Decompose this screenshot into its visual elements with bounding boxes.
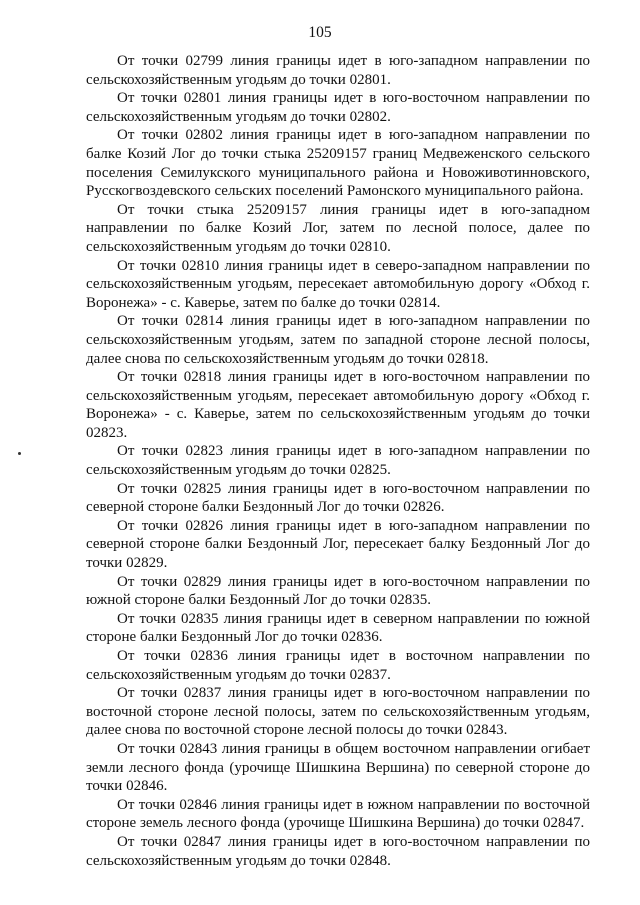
paragraph: От точки стыка 25209157 линия границы идет в юго-западном направлении по балке Козий Лог, затем по лесной полосе, далее по сельскохозяйственным угодьям до точки 02810. — [86, 201, 590, 255]
paragraph: От точки 02825 линия границы идет в юго-восточном направлении по северной стороне балки Бездонный Лог до точки 02826. — [86, 480, 590, 516]
scan-mark — [18, 452, 21, 455]
paragraph: От точки 02826 линия границы идет в юго-западном направлении по северной стороне балки Бездонный Лог, пересекает балку Бездонный Лог до точки 02829. — [86, 517, 590, 572]
paragraph: От точки 02836 линия границы идет в восточном направлении по сельскохозяйственным угодьям до точки 02837. — [86, 648, 590, 683]
paragraph: От точки 02801 линия границы идет в юго-восточном направлении по сельскохозяйственным угодьям до точки 02802. — [86, 90, 590, 125]
paragraph: От точки 02802 линия границы идет в юго-западном направлении по балке Козий Лог до точки стыка 25209157 границ Медвеженского сельского поселения Семилукского муниципального района и Новоживотинновского, Русскогвоздевского сельских поселений Рамонского муниципального района. — [86, 127, 590, 200]
paragraph: От точки 02799 линия границы идет в юго-западном направлении по сельскохозяйственным угодьям до точки 02801. — [86, 53, 590, 88]
paragraph: От точки 02823 линия границы идет в юго-западном направлении по сельскохозяйственным угодьям до точки 02825. — [86, 443, 590, 479]
paragraph: От точки 02814 линия границы идет в юго-западном направлении по сельскохозяйственным угодьям, затем по западной стороне лесной полосы, далее снова по сельскохозяйственным угодьям до точки 02818. — [86, 313, 590, 367]
paragraph: От точки 02835 линия границы идет в северном направлении по южной стороне балки Бездонный Лог до точки 02836. — [86, 610, 590, 646]
paragraph: От точки 02843 линия границы в общем восточном направлении огибает земли лесного фонда (урочище Шишкина Вершина) по северной стороне до точки 02846. — [86, 740, 590, 795]
paragraph: От точки 02846 линия границы идет в южном направлении по восточной стороне земель лесного фонда (урочище Шишкина Вершина) до точки 02847. — [86, 796, 590, 832]
paragraph: От точки 02829 линия границы идет в юго-восточном направлении по южной стороне балки Бездонный Лог до точки 02835. — [86, 573, 590, 609]
paragraph: От точки 02810 линия границы идет в северо-западном направлении по сельскохозяйственным угодьям, пересекает автомобильную дорогу «Обход г. Воронежа» - с. Каверье, затем по балке до точки 02814. — [86, 257, 590, 311]
paragraph: От точки 02847 линия границы идет в юго-восточном направлении по сельскохозяйственным угодьям до точки 02848. — [86, 833, 590, 869]
paragraph: От точки 02837 линия границы идет в юго-восточном направлении по восточной стороне лесной полосы, затем по сельскохозяйственным угодьям, далее снова по восточной стороне лесной полосы до точки 02843. — [86, 685, 590, 739]
page-number: 105 — [308, 24, 332, 41]
document-body — [86, 52, 590, 870]
paragraph: От точки 02818 линия границы идет в юго-восточном направлении по сельскохозяйственным угодьям, пересекает автомобильную дорогу «Обход г. Воронежа» - с. Каверье, затем по сельскохозяйственным угодьям до точки 02823. — [86, 369, 590, 441]
